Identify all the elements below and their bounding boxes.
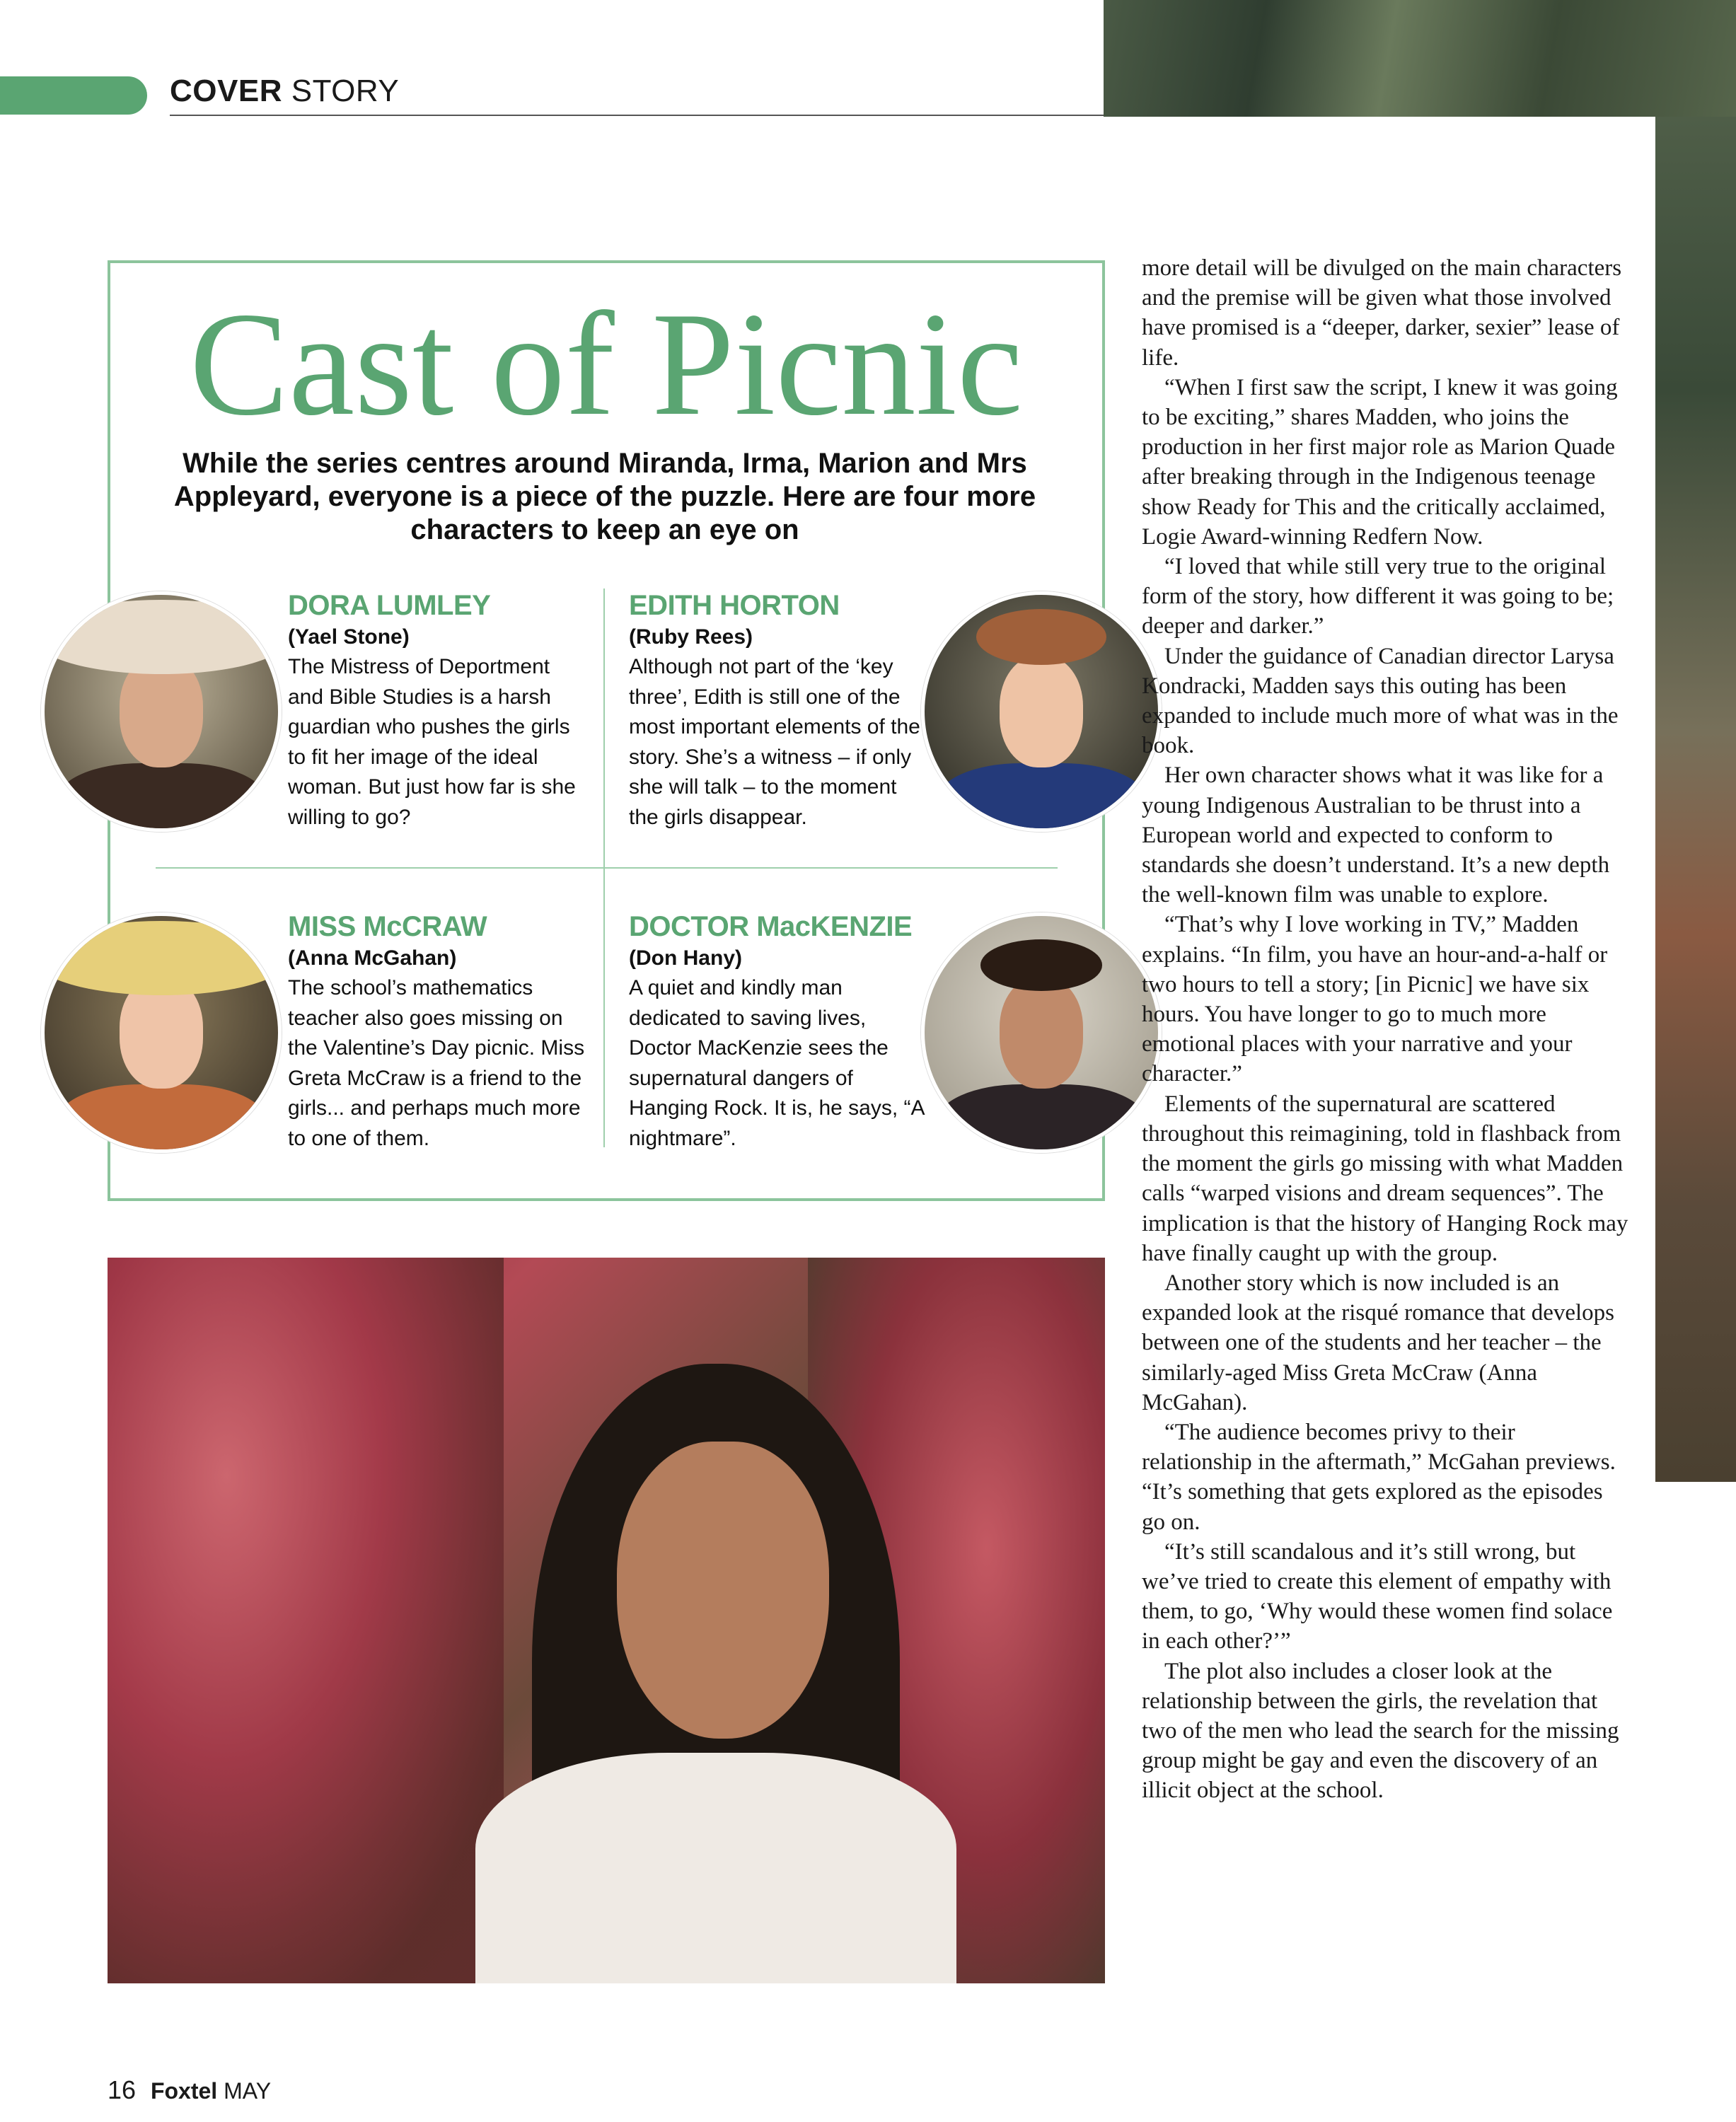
character-name: DORA LUMLEY	[288, 590, 491, 621]
doctor-mackenzie-portrait	[921, 912, 1162, 1153]
character-actor: (Anna McGahan)	[288, 946, 457, 970]
article-paragraph: Under the guidance of Canadian director Larysa Kondracki, Madden says this outing has been expanded to include much more of what was in the book.	[1142, 643, 1619, 759]
character-edith-horton	[629, 589, 926, 833]
article-paragraph: Her own character shows what it was like for a young Indigenous Australian to be thrust into a European world and expected to conform to standards she doesn’t understand. It’s a new depth the well-known film was unable to explore.	[1142, 763, 1610, 908]
article-paragraph: “It’s still scandalous and it’s still wrong, but we’ve tried to create this element of empathy with them, to go, ‘Why would these women find solace in each other?’”	[1142, 1538, 1613, 1654]
cast-divider-horizontal	[156, 867, 1058, 869]
forest-photo-top	[1104, 0, 1736, 117]
article-paragraph: “I loved that while still very true to the original form of the story, how different it was going to be; deeper and darker.”	[1142, 554, 1614, 639]
article-paragraph: “The audience becomes privy to their relationship in the aftermath,” McGahan previews. “It’s something that gets explored as the episodes go on.	[1142, 1419, 1616, 1535]
character-name: EDITH HORTON	[629, 590, 840, 621]
section-label	[170, 74, 399, 109]
character-name: DOCTOR MacKENZIE	[629, 911, 913, 942]
character-actor: (Ruby Rees)	[629, 625, 753, 649]
character-description: A quiet and kindly man dedicated to saving lives, Doctor MacKenzie sees the supernatural dangers of Hanging Rock. It is, he says, “A nightmare”.	[629, 976, 924, 1150]
character-description: The school’s mathematics teacher also goes missing on the Valentine’s Day picnic. Miss Greta McCraw is a friend to the girls... and perhaps much more to one of them.	[288, 976, 585, 1150]
character-actor: (Yael Stone)	[288, 625, 410, 649]
article-paragraph: “When I first saw the script, I knew it was going to be exciting,” shares Madden, who joins the production in her first major role as Marion Quade after breaking through in the Indigenous teenage show Ready for This and the critically acclaimed, Logie Award-winning Redfern Now.	[1142, 374, 1618, 550]
dora-lumley-portrait	[41, 591, 282, 832]
page-number: 16	[108, 2075, 137, 2104]
edith-horton-portrait	[921, 591, 1162, 832]
section-tab	[0, 76, 147, 115]
article-paragraph: Elements of the supernatural are scattered throughout this reimagining, told in flashback from the moment the girls go missing with what Madden calls “warped visions and dream sequences”. The implication is that the history of Hanging Rock may have finally caught up with the group.	[1142, 1091, 1628, 1266]
miss-mccraw-portrait	[41, 912, 282, 1153]
main-photo	[108, 1258, 1105, 1983]
character-description: Although not part of the ‘key three’, Edith is still one of the most important elements of the story. She’s a witness – if only she will talk – to the moment the girls disappear.	[629, 655, 920, 829]
red-leaves-left	[108, 1258, 504, 1983]
character-doctor-mackenzie	[629, 910, 926, 1154]
article-paragraph: The plot also includes a closer look at the relationship between the girls, the revelation that two of the men who lead the search for the missing group might be gay and even the discovery of an illicit object at the school.	[1142, 1658, 1619, 1804]
cast-title: Cast of Picnic	[189, 282, 1024, 446]
section-label-rest: STORY	[291, 74, 400, 108]
footer-issue: MAY	[224, 2078, 272, 2104]
character-actor: (Don Hany)	[629, 946, 742, 970]
page-footer	[108, 2075, 271, 2105]
woman-blouse	[475, 1753, 956, 1983]
character-name: MISS McCRAW	[288, 911, 487, 942]
character-description: The Mistress of Deportment and Bible Studies is a harsh guardian who pushes the girls to fit her image of the ideal woman. But just how far is she willing to go?	[288, 655, 576, 829]
footer-brand: Foxtel	[150, 2078, 218, 2104]
woman-face	[617, 1442, 829, 1739]
cast-intro: While the series centres around Miranda, Irma, Marion and Mrs Appleyard, everyone is a piece of the puzzle. Here are four more characters to keep an eye on	[173, 448, 1036, 545]
article-paragraph: Another story which is now included is an expanded look at the risqué romance that develops between one of the students and her teacher – the similarly-aged Miss Greta McCraw (Anna McGahan).	[1142, 1270, 1615, 1415]
section-label-bold: COVER	[170, 74, 282, 108]
article-body	[1142, 253, 1630, 1806]
forest-photo-right-strip	[1655, 117, 1736, 1482]
header-rule	[170, 115, 1104, 116]
article-paragraph: more detail will be divulged on the main characters and the premise will be given what those involved have promised is a “deeper, darker, sexier” lease of life.	[1142, 255, 1622, 371]
article-paragraph: “That’s why I love working in TV,” Madden explains. “In film, you have an hour-and-a-half or two hours to tell a story; [in Picnic] we have six hours. You have longer to go to much more emotional places with your narrative and your character.”	[1142, 912, 1608, 1087]
character-miss-mccraw	[288, 910, 585, 1154]
character-dora-lumley	[288, 589, 585, 833]
